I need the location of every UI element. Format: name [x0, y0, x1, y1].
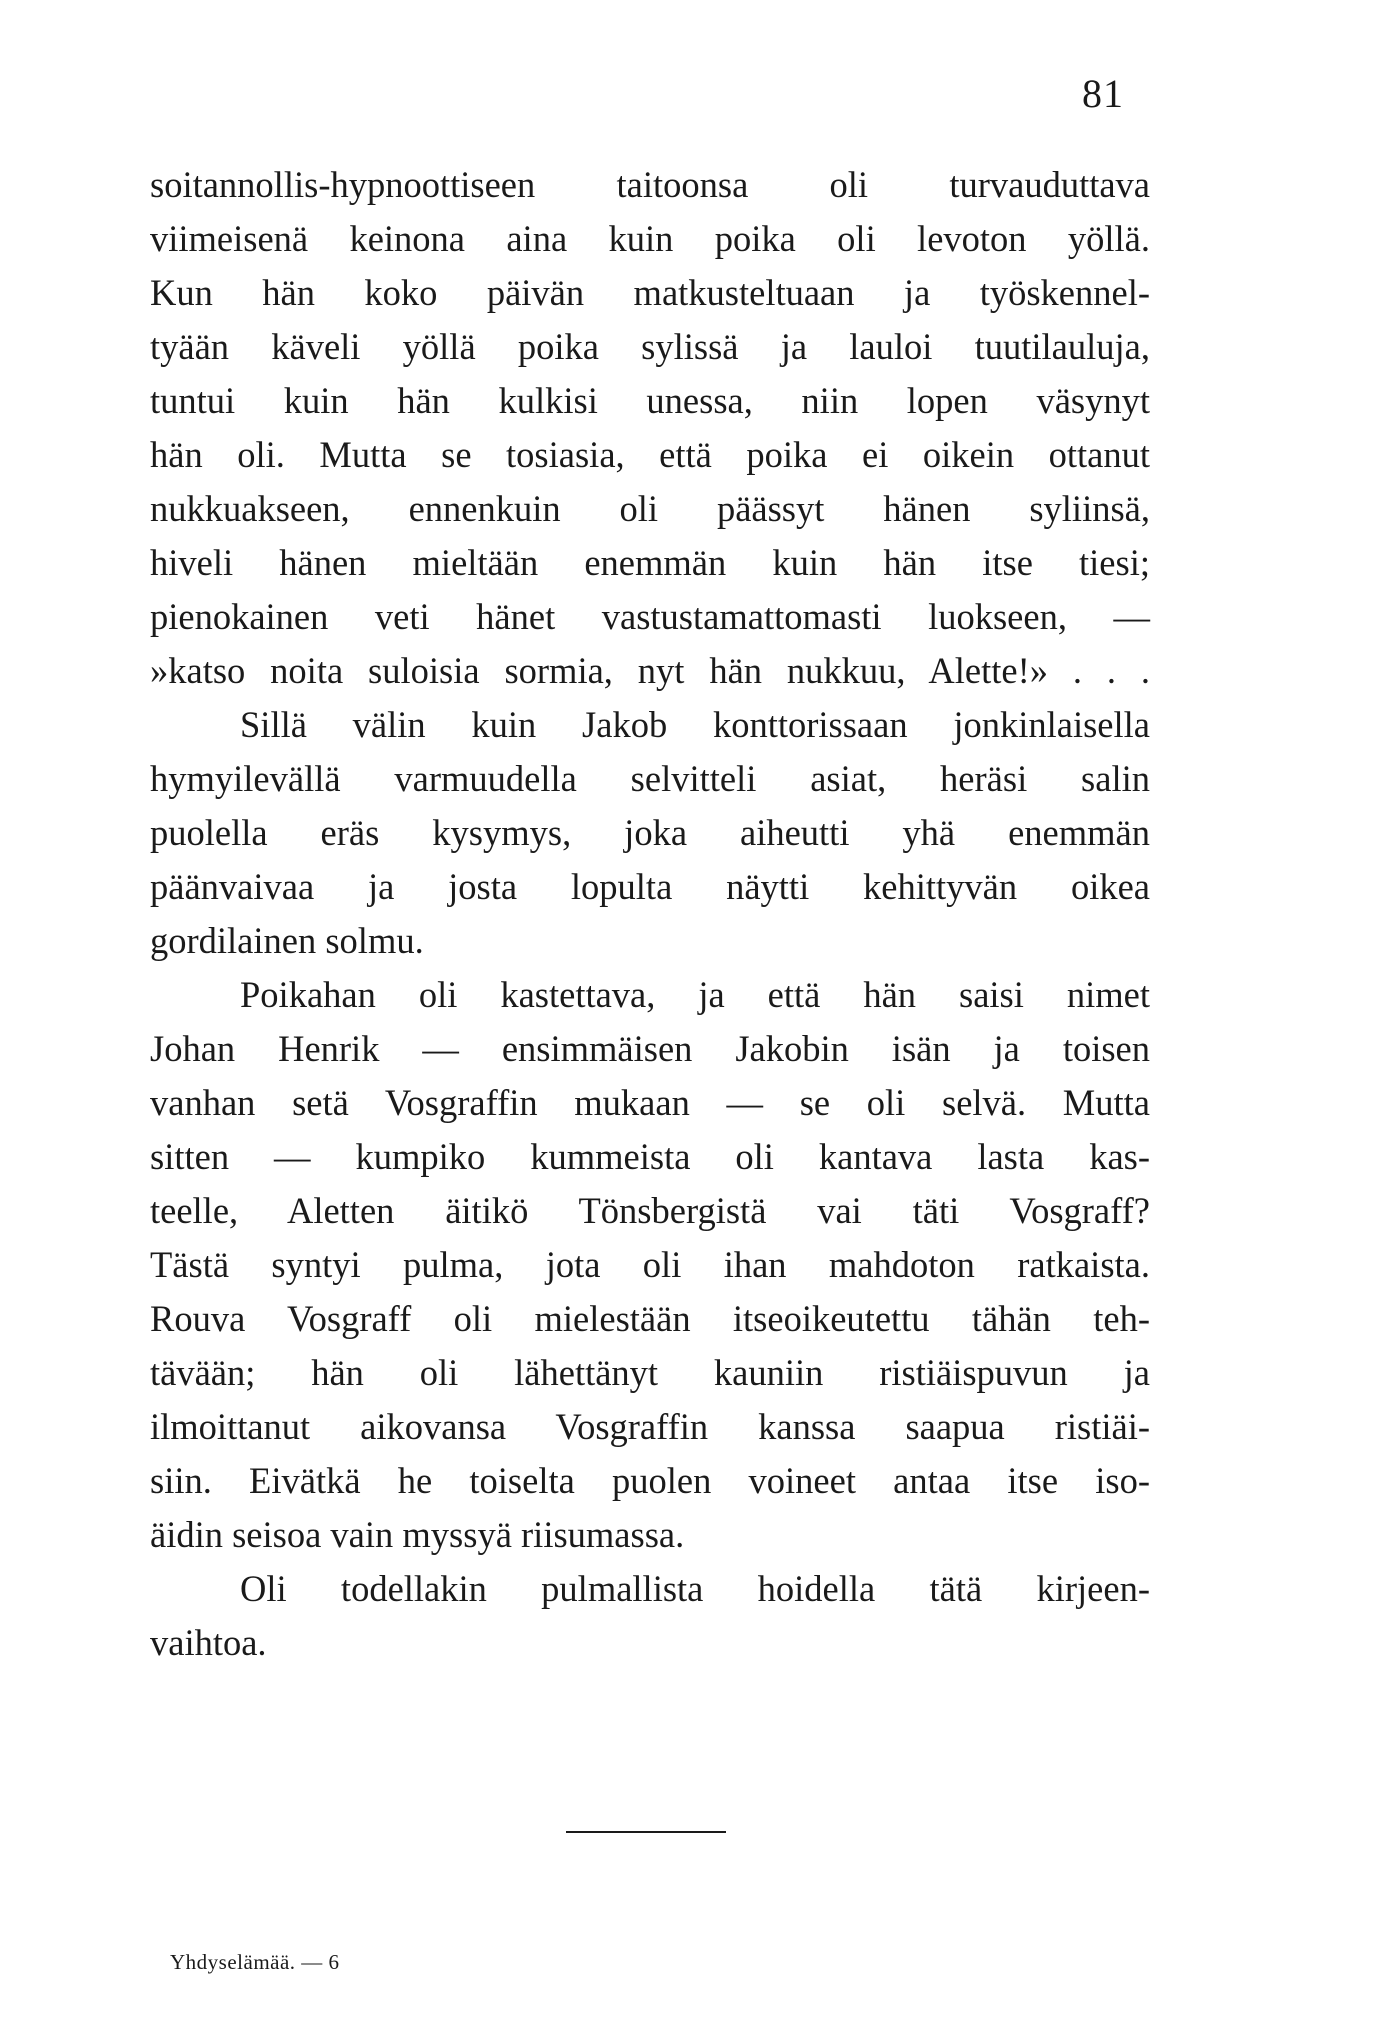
paragraph-start-line: Oli todellakin pulmallista hoidella tätä kirjeen-	[240, 1568, 1150, 1609]
signature-mark: Yhdyselämää. — 6	[170, 1950, 340, 1974]
text-line: teelle, Aletten äitikö Tönsbergistä vai täti Vosgraff?	[150, 1190, 1150, 1231]
text-line: päänvaivaa ja josta lopulta näytti kehittyvän oikea	[150, 866, 1150, 907]
text-line: tyään käveli yöllä poika sylissä ja lauloi tuutilauluja,	[150, 326, 1150, 367]
text-line: sitten — kumpiko kummeista oli kantava lasta kas-	[150, 1136, 1150, 1177]
text-line: Rouva Vosgraff oli mielestään itseoikeutettu tähän teh-	[150, 1298, 1150, 1339]
text-line: tuntui kuin hän kulkisi unessa, niin lopen väsynyt	[150, 380, 1150, 421]
text-line: viimeisenä keinona aina kuin poika oli levoton yöllä.	[150, 218, 1150, 259]
text-line: nukkuakseen, ennenkuin oli päässyt hänen syliinsä,	[150, 488, 1150, 529]
paragraph-start-line: Sillä välin kuin Jakob konttorissaan jonkinlaisella	[240, 704, 1150, 745]
text-line: soitannollis-hypnoottiseen taitoonsa oli turvauduttava	[150, 164, 1150, 205]
body-text	[150, 158, 1150, 1670]
text-line: Johan Henrik — ensimmäisen Jakobin isän ja toisen	[150, 1028, 1150, 1069]
paragraph-end-line: äidin seisoa vain myssyä riisumassa.	[150, 1514, 685, 1555]
text-line: hän oli. Mutta se tosiasia, että poika ei oikein ottanut	[150, 434, 1150, 475]
paragraph-end-line: vaihtoa.	[150, 1622, 267, 1663]
text-line: tävään; hän oli lähettänyt kauniin ristiäispuvun ja	[150, 1352, 1150, 1393]
text-line: hymyilevällä varmuudella selvitteli asiat, heräsi salin	[150, 758, 1150, 799]
text-line: hiveli hänen mieltään enemmän kuin hän itse tiesi;	[150, 542, 1150, 583]
section-rule	[566, 1831, 726, 1833]
text-line: siin. Eivätkä he toiselta puolen voineet antaa itse iso-	[150, 1460, 1150, 1501]
text-line: puolella eräs kysymys, joka aiheutti yhä enemmän	[150, 812, 1150, 853]
paragraph-end-line: gordilainen solmu.	[150, 920, 424, 961]
paragraph-start-line: Poikahan oli kastettava, ja että hän saisi nimet	[240, 974, 1150, 1015]
page-number: 81	[1082, 71, 1124, 116]
text-line: ilmoittanut aikovansa Vosgraffin kanssa saapua ristiäi-	[150, 1406, 1150, 1447]
text-line: vanhan setä Vosgraffin mukaan — se oli selvä. Mutta	[150, 1082, 1150, 1123]
text-line: Tästä syntyi pulma, jota oli ihan mahdoton ratkaista.	[150, 1244, 1150, 1285]
text-line: Kun hän koko päivän matkusteltuaan ja työskennel-	[150, 272, 1150, 313]
text-line: pienokainen veti hänet vastustamattomasti luokseen, —	[150, 596, 1150, 637]
text-line: »katso noita suloisia sormia, nyt hän nukkuu, Alette!» . . .	[150, 650, 1150, 691]
